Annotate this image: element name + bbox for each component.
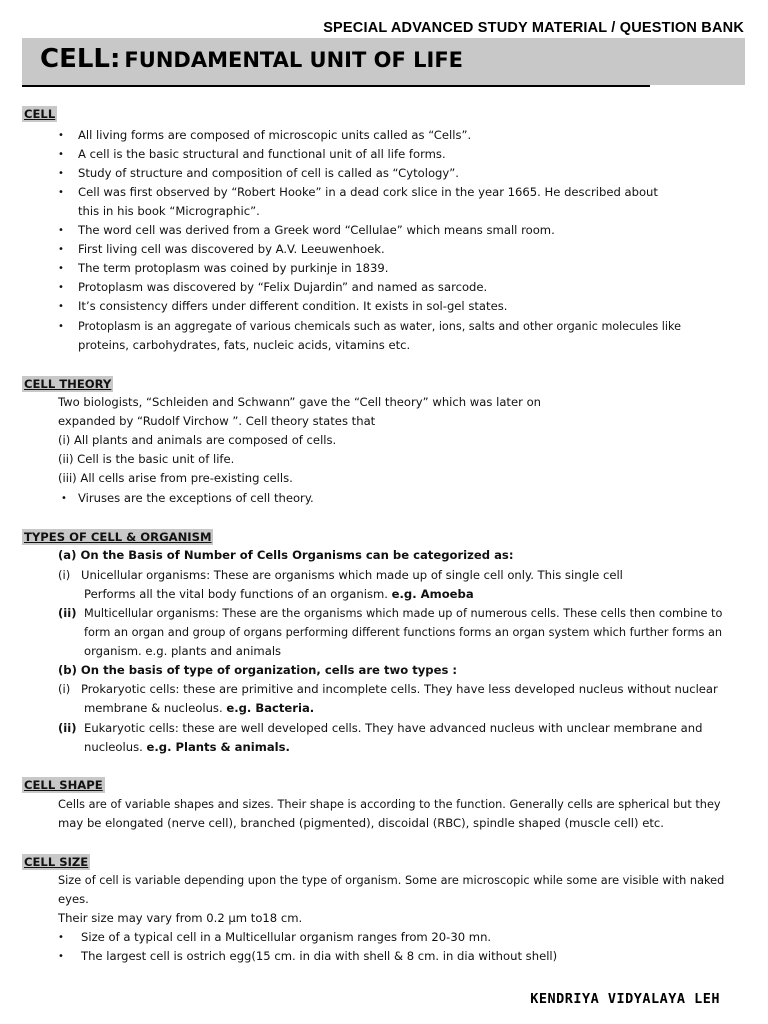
bullet-dot-icon: • xyxy=(58,187,64,198)
bullet-dot-icon: • xyxy=(58,932,64,943)
footer-school-name: KENDRIYA VIDYALAYA LEH xyxy=(530,991,720,1007)
bullet-dot-icon: • xyxy=(58,244,64,255)
section-heading-cell-shape: CELL SHAPE xyxy=(24,778,103,792)
title-main: CELL: xyxy=(40,44,121,74)
section-heading-cell-size: CELL SIZE xyxy=(24,855,89,869)
bullet-dot-icon: • xyxy=(58,301,64,312)
bullet-dot-icon: • xyxy=(61,493,67,504)
page-title xyxy=(40,44,463,74)
title-banner xyxy=(22,38,745,85)
bullet-dot-icon: • xyxy=(58,130,64,141)
bullet-dot-icon: • xyxy=(58,149,64,160)
section-heading-types: TYPES OF CELL & ORGANISM xyxy=(24,530,212,544)
header-label: SPECIAL ADVANCED STUDY MATERIAL / QUESTION BANK xyxy=(323,20,744,36)
section-heading-cell: CELL xyxy=(24,107,56,121)
bullet-dot-icon: • xyxy=(58,321,64,332)
section-heading-cell-theory: CELL THEORY xyxy=(24,377,112,391)
bullet-dot-icon: • xyxy=(58,282,64,293)
bullet-dot-icon: • xyxy=(58,263,64,274)
bullet-dot-icon: • xyxy=(58,951,64,962)
title-rest: FUNDAMENTAL UNIT OF LIFE xyxy=(124,48,464,72)
bullet-dot-icon: • xyxy=(58,225,64,236)
bullet-dot-icon: • xyxy=(58,168,64,179)
title-underline xyxy=(22,85,650,87)
